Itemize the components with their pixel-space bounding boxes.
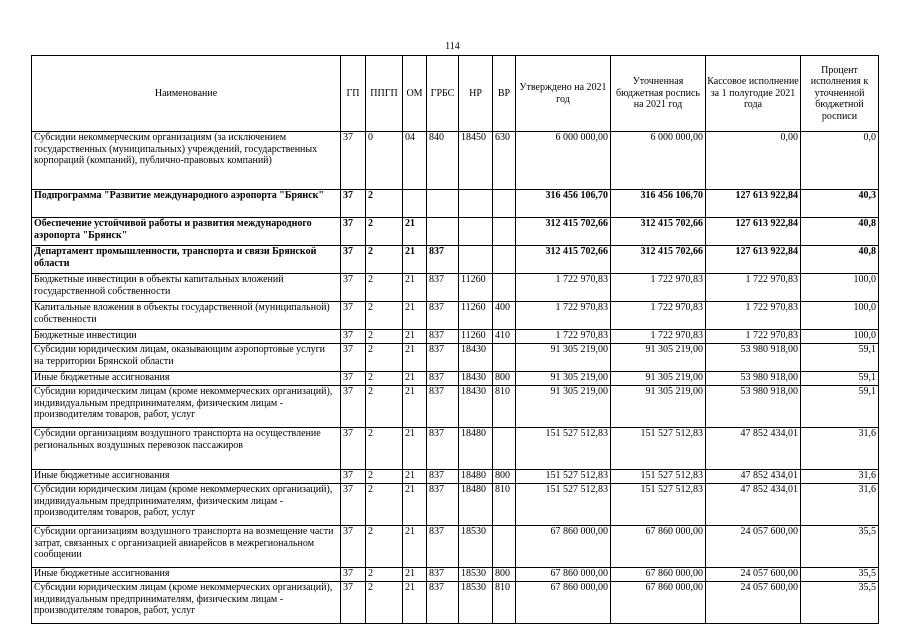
cell-revised: 1 722 970,83 [611, 274, 706, 302]
cell-percent: 59,1 [801, 344, 879, 372]
cell-approved: 151 527 512,83 [516, 428, 611, 470]
cell-ppgp: 2 [366, 372, 403, 386]
cell-approved: 312 415 702,66 [516, 218, 611, 246]
cell-om: 21 [403, 302, 427, 330]
cell-revised: 67 860 000,00 [611, 568, 706, 582]
cell-vr: 800 [493, 568, 516, 582]
budget-table [31, 55, 879, 624]
table-body [32, 132, 879, 624]
cell-percent: 31,6 [801, 470, 879, 484]
cell-executed: 47 852 434,01 [706, 470, 801, 484]
cell-name: Департамент промышленности, транспорта и связи Брянской области [32, 246, 341, 274]
cell-approved: 312 415 702,66 [516, 246, 611, 274]
cell-gp: 37 [341, 484, 366, 526]
cell-grbs: 837 [427, 246, 459, 274]
cell-revised: 312 415 702,66 [611, 246, 706, 274]
header-vr: ВР [493, 56, 516, 132]
cell-grbs [427, 218, 459, 246]
table-row [32, 428, 879, 470]
cell-revised: 151 527 512,83 [611, 470, 706, 484]
cell-executed: 53 980 918,00 [706, 386, 801, 428]
cell-name: Субсидии организациям воздушного транспорта на осуществление региональных воздушных перевозок пассажиров [32, 428, 341, 470]
cell-percent: 35,5 [801, 568, 879, 582]
cell-om [403, 190, 427, 218]
cell-vr: 810 [493, 484, 516, 526]
table-row [32, 344, 879, 372]
cell-ppgp: 2 [366, 330, 403, 344]
cell-name: Субсидии юридическим лицам, оказывающим аэропортовые услуги на территории Брянской области [32, 344, 341, 372]
cell-vr: 400 [493, 302, 516, 330]
page-number: 114 [445, 41, 460, 52]
cell-executed: 127 613 922,84 [706, 190, 801, 218]
cell-np: 18430 [459, 344, 493, 372]
cell-om: 21 [403, 274, 427, 302]
cell-grbs: 840 [427, 132, 459, 190]
cell-vr [493, 246, 516, 274]
header-approved: Утверждено на 2021 год [516, 56, 611, 132]
header-revised: Уточненная бюджетная роспись на 2021 год [611, 56, 706, 132]
header-gp: ГП [341, 56, 366, 132]
cell-name: Бюджетные инвестиции [32, 330, 341, 344]
cell-ppgp: 2 [366, 246, 403, 274]
cell-percent: 59,1 [801, 386, 879, 428]
cell-np: 11260 [459, 274, 493, 302]
cell-np [459, 190, 493, 218]
table-row [32, 582, 879, 624]
cell-approved: 151 527 512,83 [516, 470, 611, 484]
table-row [32, 302, 879, 330]
cell-vr [493, 428, 516, 470]
cell-grbs: 837 [427, 428, 459, 470]
cell-ppgp: 2 [366, 428, 403, 470]
cell-ppgp: 2 [366, 218, 403, 246]
cell-percent: 31,6 [801, 484, 879, 526]
cell-grbs: 837 [427, 372, 459, 386]
cell-percent: 35,5 [801, 582, 879, 624]
table-row [32, 484, 879, 526]
cell-grbs: 837 [427, 526, 459, 568]
cell-approved: 91 305 219,00 [516, 372, 611, 386]
cell-approved: 316 456 106,70 [516, 190, 611, 218]
cell-vr: 810 [493, 582, 516, 624]
cell-executed: 47 852 434,01 [706, 484, 801, 526]
cell-grbs: 837 [427, 302, 459, 330]
header-grbs: ГРБС [427, 56, 459, 132]
cell-approved: 67 860 000,00 [516, 526, 611, 568]
cell-name: Подпрограмма "Развитие международного аэропорта "Брянск" [32, 190, 341, 218]
cell-name: Капитальные вложения в объекты государственной (муниципальной) собственности [32, 302, 341, 330]
cell-percent: 100,0 [801, 274, 879, 302]
cell-ppgp: 2 [366, 484, 403, 526]
table-row [32, 132, 879, 190]
cell-executed: 53 980 918,00 [706, 344, 801, 372]
cell-grbs: 837 [427, 344, 459, 372]
cell-approved: 1 722 970,83 [516, 330, 611, 344]
cell-vr: 810 [493, 386, 516, 428]
header-percent: Процент исполнения к уточненной бюджетной росписи [801, 56, 879, 132]
cell-approved: 1 722 970,83 [516, 302, 611, 330]
cell-ppgp: 2 [366, 582, 403, 624]
table-row [32, 246, 879, 274]
cell-name: Обеспечение устойчивой работы и развития международного аэропорта "Брянск" [32, 218, 341, 246]
table-row [32, 526, 879, 568]
cell-ppgp: 2 [366, 190, 403, 218]
cell-name: Иные бюджетные ассигнования [32, 568, 341, 582]
cell-gp: 37 [341, 344, 366, 372]
cell-ppgp: 2 [366, 302, 403, 330]
cell-revised: 1 722 970,83 [611, 302, 706, 330]
cell-gp: 37 [341, 470, 366, 484]
cell-revised: 316 456 106,70 [611, 190, 706, 218]
cell-approved: 1 722 970,83 [516, 274, 611, 302]
cell-om: 21 [403, 372, 427, 386]
cell-np: 18430 [459, 386, 493, 428]
cell-revised: 91 305 219,00 [611, 372, 706, 386]
cell-om: 21 [403, 330, 427, 344]
cell-revised: 67 860 000,00 [611, 526, 706, 568]
cell-vr: 410 [493, 330, 516, 344]
cell-revised: 91 305 219,00 [611, 386, 706, 428]
cell-ppgp: 2 [366, 274, 403, 302]
table-row [32, 218, 879, 246]
cell-vr [493, 274, 516, 302]
cell-name: Субсидии юридическим лицам (кроме некоммерческих организаций), индивидуальным предпринимателям, физическим лицам - производителям товаров, работ, услуг [32, 386, 341, 428]
cell-om: 04 [403, 132, 427, 190]
header-executed: Кассовое исполнение за 1 полугодие 2021 года [706, 56, 801, 132]
cell-name: Иные бюджетные ассигнования [32, 372, 341, 386]
cell-vr: 630 [493, 132, 516, 190]
cell-executed: 1 722 970,83 [706, 274, 801, 302]
cell-executed: 24 057 600,00 [706, 568, 801, 582]
cell-approved: 151 527 512,83 [516, 484, 611, 526]
cell-percent: 59,1 [801, 372, 879, 386]
cell-approved: 91 305 219,00 [516, 344, 611, 372]
cell-om: 21 [403, 470, 427, 484]
table-header-row [32, 56, 879, 132]
cell-gp: 37 [341, 132, 366, 190]
cell-revised: 1 722 970,83 [611, 330, 706, 344]
cell-percent: 40,8 [801, 218, 879, 246]
cell-vr [493, 218, 516, 246]
cell-np: 11260 [459, 330, 493, 344]
cell-percent: 40,3 [801, 190, 879, 218]
cell-om: 21 [403, 568, 427, 582]
cell-revised: 6 000 000,00 [611, 132, 706, 190]
cell-np [459, 246, 493, 274]
cell-ppgp: 2 [366, 568, 403, 582]
cell-np: 18480 [459, 484, 493, 526]
cell-grbs: 837 [427, 274, 459, 302]
cell-revised: 91 305 219,00 [611, 344, 706, 372]
cell-revised: 67 860 000,00 [611, 582, 706, 624]
header-ppgp: ППГП [366, 56, 403, 132]
table-row [32, 190, 879, 218]
cell-gp: 37 [341, 330, 366, 344]
table-row [32, 386, 879, 428]
cell-gp: 37 [341, 372, 366, 386]
cell-om: 21 [403, 386, 427, 428]
cell-gp: 37 [341, 274, 366, 302]
cell-vr [493, 190, 516, 218]
cell-om: 21 [403, 218, 427, 246]
cell-executed: 53 980 918,00 [706, 372, 801, 386]
cell-np: 18480 [459, 428, 493, 470]
cell-executed: 1 722 970,83 [706, 330, 801, 344]
cell-np: 18530 [459, 526, 493, 568]
cell-om: 21 [403, 344, 427, 372]
cell-gp: 37 [341, 428, 366, 470]
cell-np: 18530 [459, 582, 493, 624]
cell-ppgp: 0 [366, 132, 403, 190]
cell-np [459, 218, 493, 246]
cell-name: Субсидии юридическим лицам (кроме некоммерческих организаций), индивидуальным предпринимателям, физическим лицам - производителям товаров, работ, услуг [32, 484, 341, 526]
table-row [32, 470, 879, 484]
cell-executed: 1 722 970,83 [706, 302, 801, 330]
cell-percent: 0,0 [801, 132, 879, 190]
cell-np: 18480 [459, 470, 493, 484]
cell-gp: 37 [341, 386, 366, 428]
cell-executed: 0,00 [706, 132, 801, 190]
cell-approved: 67 860 000,00 [516, 582, 611, 624]
cell-revised: 312 415 702,66 [611, 218, 706, 246]
cell-grbs: 837 [427, 568, 459, 582]
cell-executed: 127 613 922,84 [706, 218, 801, 246]
header-np: НР [459, 56, 493, 132]
cell-ppgp: 2 [366, 470, 403, 484]
cell-om: 21 [403, 246, 427, 274]
cell-name: Иные бюджетные ассигнования [32, 470, 341, 484]
cell-np: 18450 [459, 132, 493, 190]
cell-revised: 151 527 512,83 [611, 428, 706, 470]
cell-approved: 67 860 000,00 [516, 568, 611, 582]
cell-percent: 35,5 [801, 526, 879, 568]
cell-ppgp: 2 [366, 526, 403, 568]
cell-np: 18430 [459, 372, 493, 386]
cell-grbs: 837 [427, 484, 459, 526]
cell-vr [493, 526, 516, 568]
cell-name: Бюджетные инвестиции в объекты капитальных вложений государственной собственности [32, 274, 341, 302]
cell-percent: 100,0 [801, 330, 879, 344]
cell-grbs: 837 [427, 330, 459, 344]
cell-name: Субсидии некоммерческим организациям (за исключением государственных (муниципальных) учреждений, государственных корпораций (компаний), публично-правовых компаний) [32, 132, 341, 190]
cell-approved: 91 305 219,00 [516, 386, 611, 428]
cell-om: 21 [403, 582, 427, 624]
table-row [32, 330, 879, 344]
cell-executed: 127 613 922,84 [706, 246, 801, 274]
header-om: ОМ [403, 56, 427, 132]
cell-np: 11260 [459, 302, 493, 330]
cell-grbs: 837 [427, 470, 459, 484]
cell-gp: 37 [341, 568, 366, 582]
cell-gp: 37 [341, 246, 366, 274]
cell-gp: 37 [341, 526, 366, 568]
cell-percent: 40,8 [801, 246, 879, 274]
cell-gp: 37 [341, 302, 366, 330]
cell-np: 18530 [459, 568, 493, 582]
header-name: Наименование [32, 56, 341, 132]
cell-percent: 31,6 [801, 428, 879, 470]
cell-gp: 37 [341, 218, 366, 246]
cell-vr: 800 [493, 372, 516, 386]
cell-om: 21 [403, 526, 427, 568]
cell-executed: 47 852 434,01 [706, 428, 801, 470]
table-row [32, 274, 879, 302]
cell-executed: 24 057 600,00 [706, 526, 801, 568]
cell-gp: 37 [341, 582, 366, 624]
cell-executed: 24 057 600,00 [706, 582, 801, 624]
cell-approved: 6 000 000,00 [516, 132, 611, 190]
cell-om: 21 [403, 428, 427, 470]
cell-grbs: 837 [427, 582, 459, 624]
cell-vr: 800 [493, 470, 516, 484]
table-row [32, 372, 879, 386]
cell-gp: 37 [341, 190, 366, 218]
table-row [32, 568, 879, 582]
cell-grbs [427, 190, 459, 218]
cell-name: Субсидии организациям воздушного транспорта на возмещение части затрат, связанных с организацией авиарейсов в межрегиональном сообщении [32, 526, 341, 568]
cell-om: 21 [403, 484, 427, 526]
cell-ppgp: 2 [366, 386, 403, 428]
cell-ppgp: 2 [366, 344, 403, 372]
cell-grbs: 837 [427, 386, 459, 428]
cell-percent: 100,0 [801, 302, 879, 330]
cell-vr [493, 344, 516, 372]
cell-name: Субсидии юридическим лицам (кроме некоммерческих организаций), индивидуальным предпринимателям, физическим лицам - производителям товаров, работ, услуг [32, 582, 341, 624]
cell-revised: 151 527 512,83 [611, 484, 706, 526]
